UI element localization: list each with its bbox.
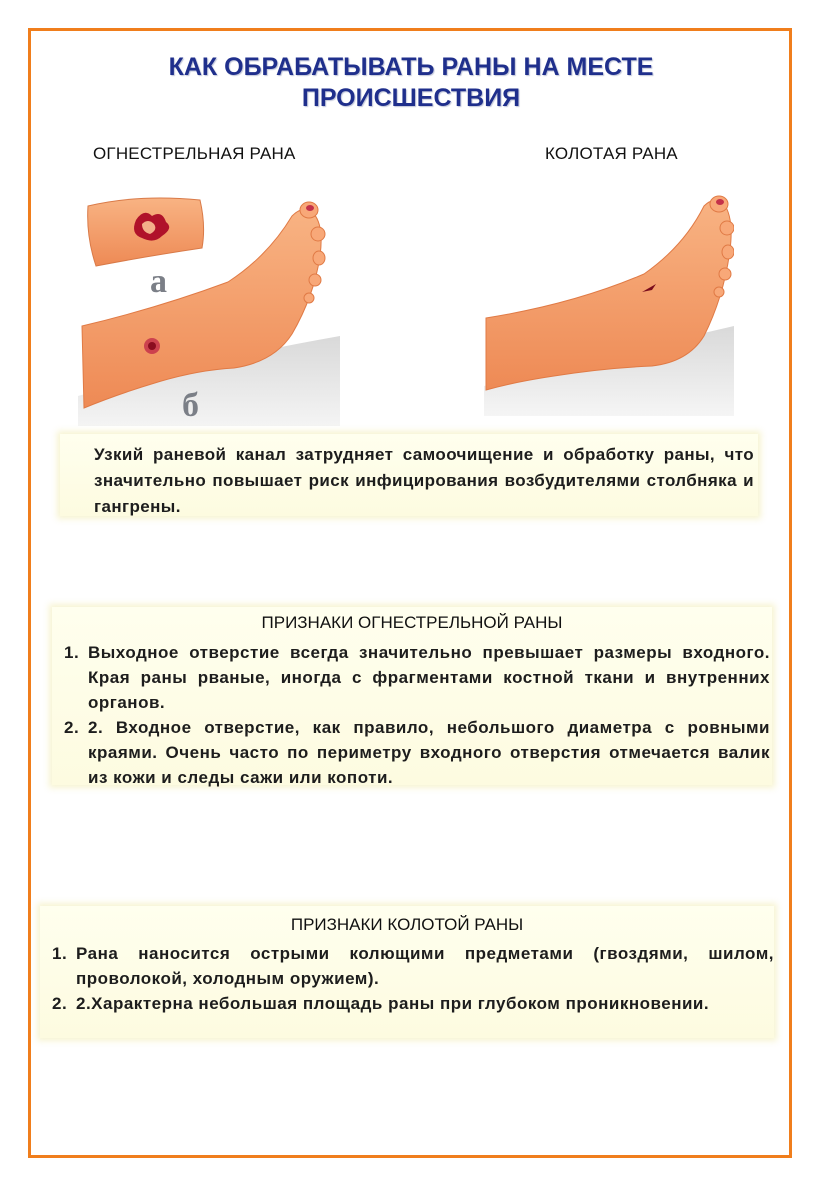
title-line-2: ПРОИСШЕСТВИЯ	[301, 84, 521, 112]
list-item	[52, 640, 770, 715]
list-item	[40, 991, 774, 1016]
list-item-number: 1.	[52, 944, 68, 963]
list-item-text: Выходное отверстие всегда значительно превышает размеры входного. Края раны рваные, иногда с фрагментами костной ткани и внутренних органов.	[88, 643, 770, 712]
caption-stab-wound: КОЛОТАЯ РАНА	[545, 144, 678, 163]
note-text: Узкий раневой канал затрудняет самоочищение и обработку раны, что значительно повышает риск инфицирования возбудителями столбняка и гангрены.	[94, 445, 754, 516]
stab-wound-illustration	[484, 186, 734, 416]
list-item-text: Рана наносится острыми колющими предметами (гвоздями, шилом, проволокой, холодным оружием).	[76, 944, 774, 988]
label-b: б	[182, 387, 199, 424]
caption-gunshot-wound: ОГНЕСТРЕЛЬНАЯ РАНА	[93, 144, 296, 163]
list-item-text: 2.Характерна небольшая площадь раны при глубоком проникновении.	[76, 994, 710, 1013]
list-item-number: 2.	[52, 994, 68, 1013]
stab-signs-box	[40, 906, 774, 1038]
gunshot-signs-box	[52, 607, 772, 785]
title-line-1: КАК ОБРАБАТЫВАТЬ РАНЫ НА МЕСТЕ	[168, 53, 654, 81]
gunshot-wound-illustration	[78, 186, 340, 426]
gunshot-signs-heading: ПРИЗНАКИ ОГНЕСТРЕЛЬНОЙ РАНЫ	[261, 613, 563, 632]
list-item-text: 2. Входное отверстие, как правило, небольшого диаметра с ровными краями. Очень часто по периметру входного отверстия отмечается валик из кожи и следы сажи или копоти.	[88, 718, 770, 787]
skin-fragment-a	[88, 198, 204, 266]
stab-signs-heading: ПРИЗНАКИ КОЛОТОЙ РАНЫ	[290, 915, 524, 934]
list-item-number: 2.	[64, 718, 80, 737]
note-box	[60, 434, 758, 516]
list-item	[40, 941, 774, 991]
page-title	[0, 52, 822, 114]
list-item-number: 1.	[64, 643, 80, 662]
list-item	[52, 715, 770, 790]
label-a: а	[150, 263, 167, 300]
